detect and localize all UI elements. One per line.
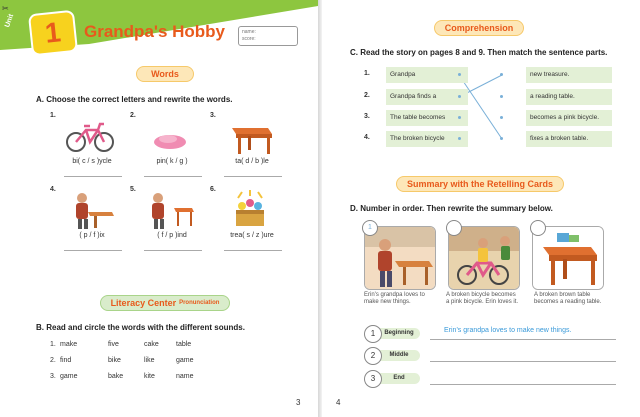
match-left-cell[interactable]: The broken bicycle	[386, 131, 468, 147]
summary-answer[interactable]: Erin's grandpa loves to make new things.	[444, 327, 572, 334]
summary-label: Beginning	[378, 328, 420, 339]
word-option[interactable]: name	[176, 373, 194, 380]
retell-card-2	[448, 226, 520, 290]
score-label: score:	[242, 36, 256, 42]
scissors-icon: ✂	[2, 4, 9, 13]
match-row-1	[364, 67, 616, 83]
match-dot-left[interactable]	[458, 116, 461, 119]
match-dot-right[interactable]	[500, 137, 503, 140]
unit-label: Unit	[4, 13, 16, 29]
right-page	[322, 0, 640, 417]
word-option[interactable]: game	[60, 373, 78, 380]
order-circle-2[interactable]	[446, 220, 462, 236]
summary-line[interactable]	[430, 339, 616, 340]
card-caption-2: A broken bicycle becomes a pink bicycle. Erin loves it.	[446, 292, 519, 305]
bicycle-icon	[64, 116, 116, 156]
section-b-instruction: B. Read and circle the words with the different sounds.	[36, 323, 245, 332]
match-left-cell[interactable]: Grandpa	[386, 67, 468, 83]
item-label: ( f / p )ind	[157, 232, 187, 239]
item-label: trea( s / z )ure	[230, 232, 274, 239]
pink-blob-icon	[144, 116, 196, 156]
section-c-instruction: C. Read the story on pages 8 and 9. Then match the sentence parts.	[350, 48, 608, 57]
card-caption-3: A broken brown table becomes a reading table.	[534, 292, 602, 305]
summary-label: End	[378, 373, 420, 384]
word-option[interactable]: like	[144, 357, 155, 364]
item-number: 1.	[50, 112, 56, 119]
row-number: 1.	[50, 341, 56, 348]
summary-line[interactable]	[430, 384, 616, 385]
left-page	[0, 0, 318, 417]
answer-line[interactable]	[224, 176, 282, 177]
item-label: ( p / f )ix	[79, 232, 105, 239]
item-number: 3.	[210, 112, 216, 119]
item-number: 4.	[50, 186, 56, 193]
word-option[interactable]: bake	[108, 373, 124, 380]
summary-row-middle	[364, 347, 620, 365]
order-circle-1[interactable]: 1	[362, 220, 378, 236]
match-row-2	[364, 89, 616, 105]
match-left-cell[interactable]: Grandpa finds a	[386, 89, 468, 105]
summary-pill: Summary with the Retelling Cards	[396, 176, 564, 192]
literacy-center-pill	[100, 295, 230, 311]
match-dot-right[interactable]	[500, 73, 503, 76]
match-dot-left[interactable]	[458, 137, 461, 140]
match-row-3	[364, 110, 616, 126]
retell-card-1	[364, 226, 436, 290]
order-circle-3[interactable]	[530, 220, 546, 236]
retell-card-3	[532, 226, 604, 290]
girl-on-bicycle-picture	[449, 227, 519, 289]
match-number: 4.	[364, 134, 370, 141]
grandpa-fixing-table-picture	[365, 227, 435, 289]
reading-table-picture	[533, 227, 603, 289]
answer-line[interactable]	[144, 176, 202, 177]
page-number-right: 4	[336, 398, 341, 407]
word-option[interactable]: cake	[144, 341, 159, 348]
item-label: bi( c / s )ycle	[72, 158, 112, 165]
summary-number: 1	[364, 325, 382, 343]
page-title: Grandpa's Hobby	[84, 22, 226, 41]
row-number: 3.	[50, 373, 56, 380]
item-number: 2.	[130, 112, 136, 119]
answer-line[interactable]	[224, 250, 282, 251]
unit-number: 1	[28, 10, 78, 57]
name-score-box[interactable]	[238, 26, 298, 46]
summary-label: Middle	[378, 350, 420, 361]
summary-row-end	[364, 370, 620, 388]
word-option[interactable]: table	[176, 341, 192, 348]
find-icon	[144, 190, 196, 230]
item-number: 6.	[210, 186, 216, 193]
treasure-icon	[224, 190, 276, 230]
match-right-cell[interactable]: fixes a broken table.	[526, 131, 612, 147]
answer-line[interactable]	[144, 250, 202, 251]
word-option[interactable]: kite	[144, 373, 155, 380]
card-caption-1: Erin's grandpa loves to make new things.	[364, 292, 425, 305]
match-dot-left[interactable]	[458, 73, 461, 76]
summary-number: 3	[364, 370, 382, 388]
word-option[interactable]: bike	[108, 357, 121, 364]
summary-row-beginning	[364, 325, 620, 343]
section-d-instruction: D. Number in order. Then rewrite the summary below.	[350, 204, 553, 213]
match-right-cell[interactable]: a reading table.	[526, 89, 612, 105]
page-number-left: 3	[296, 398, 301, 407]
match-number: 2.	[364, 92, 370, 99]
match-dot-right[interactable]	[500, 95, 503, 98]
section-a-instruction: A. Choose the correct letters and rewrite the words.	[36, 95, 233, 104]
match-number: 1.	[364, 70, 370, 77]
words-pill: Words	[136, 66, 194, 82]
match-right-cell[interactable]: new treasure.	[526, 67, 612, 83]
item-label: pin( k / g )	[156, 158, 188, 165]
summary-line[interactable]	[430, 361, 616, 362]
item-number: 5.	[130, 186, 136, 193]
comprehension-pill: Comprehension	[434, 20, 524, 36]
table-icon	[224, 116, 276, 156]
match-number: 3.	[364, 113, 370, 120]
name-label: name:	[242, 29, 256, 35]
match-dot-right[interactable]	[500, 116, 503, 119]
word-option[interactable]: make	[60, 341, 78, 348]
summary-number: 2	[364, 347, 382, 365]
match-left-cell[interactable]: The table becomes	[386, 110, 468, 126]
fix-icon	[64, 190, 116, 230]
row-number: 2.	[50, 357, 56, 364]
word-option[interactable]: five	[108, 341, 119, 348]
literacy-subtitle: Pronunciation	[179, 300, 220, 306]
literacy-title: Literacy Center	[110, 298, 177, 308]
match-right-cell[interactable]: becomes a pink bicycle.	[526, 110, 612, 126]
word-option[interactable]: find	[60, 357, 72, 364]
answer-line[interactable]	[64, 176, 122, 177]
answer-line[interactable]	[64, 250, 122, 251]
match-row-4	[364, 131, 616, 147]
item-label: ta( d / b )le	[235, 158, 269, 165]
word-option[interactable]: game	[176, 357, 194, 364]
match-dot-left[interactable]	[458, 95, 461, 98]
